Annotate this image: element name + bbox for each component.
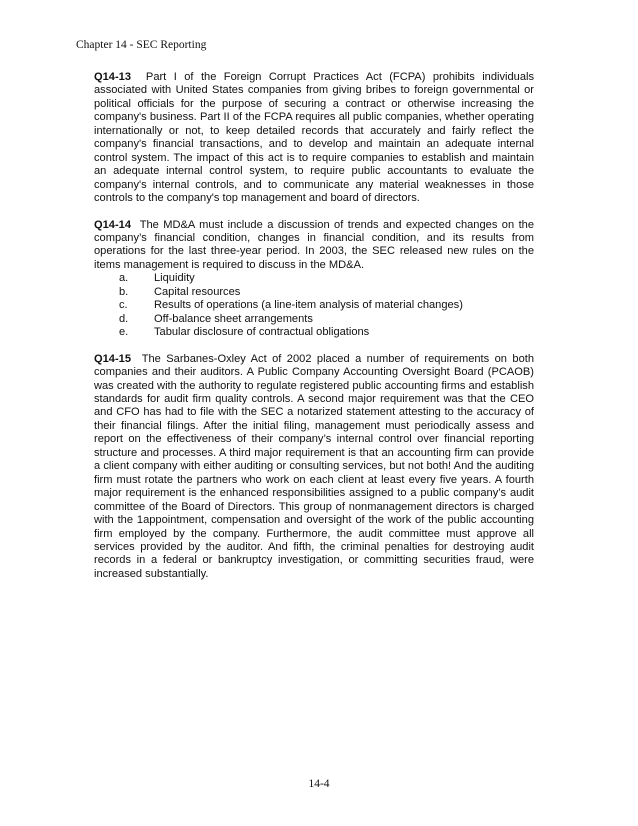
question-q14-13 [94,71,534,206]
list-item [94,313,534,326]
list-item-letter: e. [119,326,129,339]
question-id: Q14-15 [94,352,132,365]
list-item-label: Liquidity [154,272,195,285]
list-item [94,326,534,339]
list-item-letter: b. [119,285,129,298]
list-item [94,272,534,285]
question-answer-text: The Sarbanes-Oxley Act of 2002 placed a number of requirements on both companies and their auditors. A Public Company Accounting Oversight Board (PCAOB) was created with the authority to regulate registered public accounting firms and establish standards for audit firm quality controls. A second major requirement was that the CEO and CFO has had to file with the SEC a notarized statement attesting to the accuracy of their financial filings. After the initial filing, management must periodically assess and report on the effectiveness of their company’s internal control over financial reporting structure and processes. A third major requirement is that an accounting firm can provide a client company with either auditing or consulting services, but not both! And the auditing firm must rotate the partners who work on each client at least every five years. A fourth major requirement is the enhanced responsibilities assigned to a public company’s audit committee of the Board of Directors. This group of nonmanagement directors is charged with the 1appointment, compensation and oversight of the work of the public accounting firm employed by the company. Furthermore, the audit committee must approve all services provided by the auditor. And fifth, the criminal penalties for destroying audit records in a federal or bankruptcy investigation, or committing securities fraud, were increased substantially. [94,352,534,580]
list-item-label: Off-balance sheet arrangements [154,312,313,325]
list-item-letter: a. [119,272,129,285]
question-answer-text: Part I of the Foreign Corrupt Practices Act (FCPA) prohibits individuals associated with United States companies from giving bribes to foreign governmental or political officials for the purpose of securing a contract or otherwise increasing the company's business. Part II of the FCPA requires all public companies, whether operating internationally or not, to keep detailed records that accurately and fairly reflect the company's financial transactions, and to develop and maintain an adequate internal control system. The impact of this act is to require companies to establish and maintain an adequate internal control system, to require public accountants to evaluate the company's internal controls, and to communicate any material weaknesses in those controls to the company's top management and board of directors. [94,71,535,205]
page-number: 14-4 [308,778,330,790]
mdna-items-list [94,272,534,339]
question-answer-text: The MD&A must include a discussion of trends and expected changes on the company’s financial condition, changes in financial condition, and its results from operations for the last three-year period. In 2003, the SEC released new rules on the items management is required to discuss in the MD&A. [94,218,535,271]
page-body [94,71,534,594]
list-item-letter: d. [119,312,129,325]
list-item-label: Tabular disclosure of contractual obligations [154,326,370,339]
running-header: Chapter 14 - SEC Reporting [76,39,207,51]
question-id: Q14-13 [94,71,132,83]
question-q14-15 [94,353,534,582]
list-item-label: Capital resources [154,285,241,298]
question-id: Q14-14 [94,218,132,231]
list-item-label: Results of operations (a line-item analysis of material changes) [154,299,463,312]
list-item [94,286,534,299]
list-item [94,299,534,312]
question-q14-14 [94,219,534,273]
list-item-letter: c. [119,299,128,312]
